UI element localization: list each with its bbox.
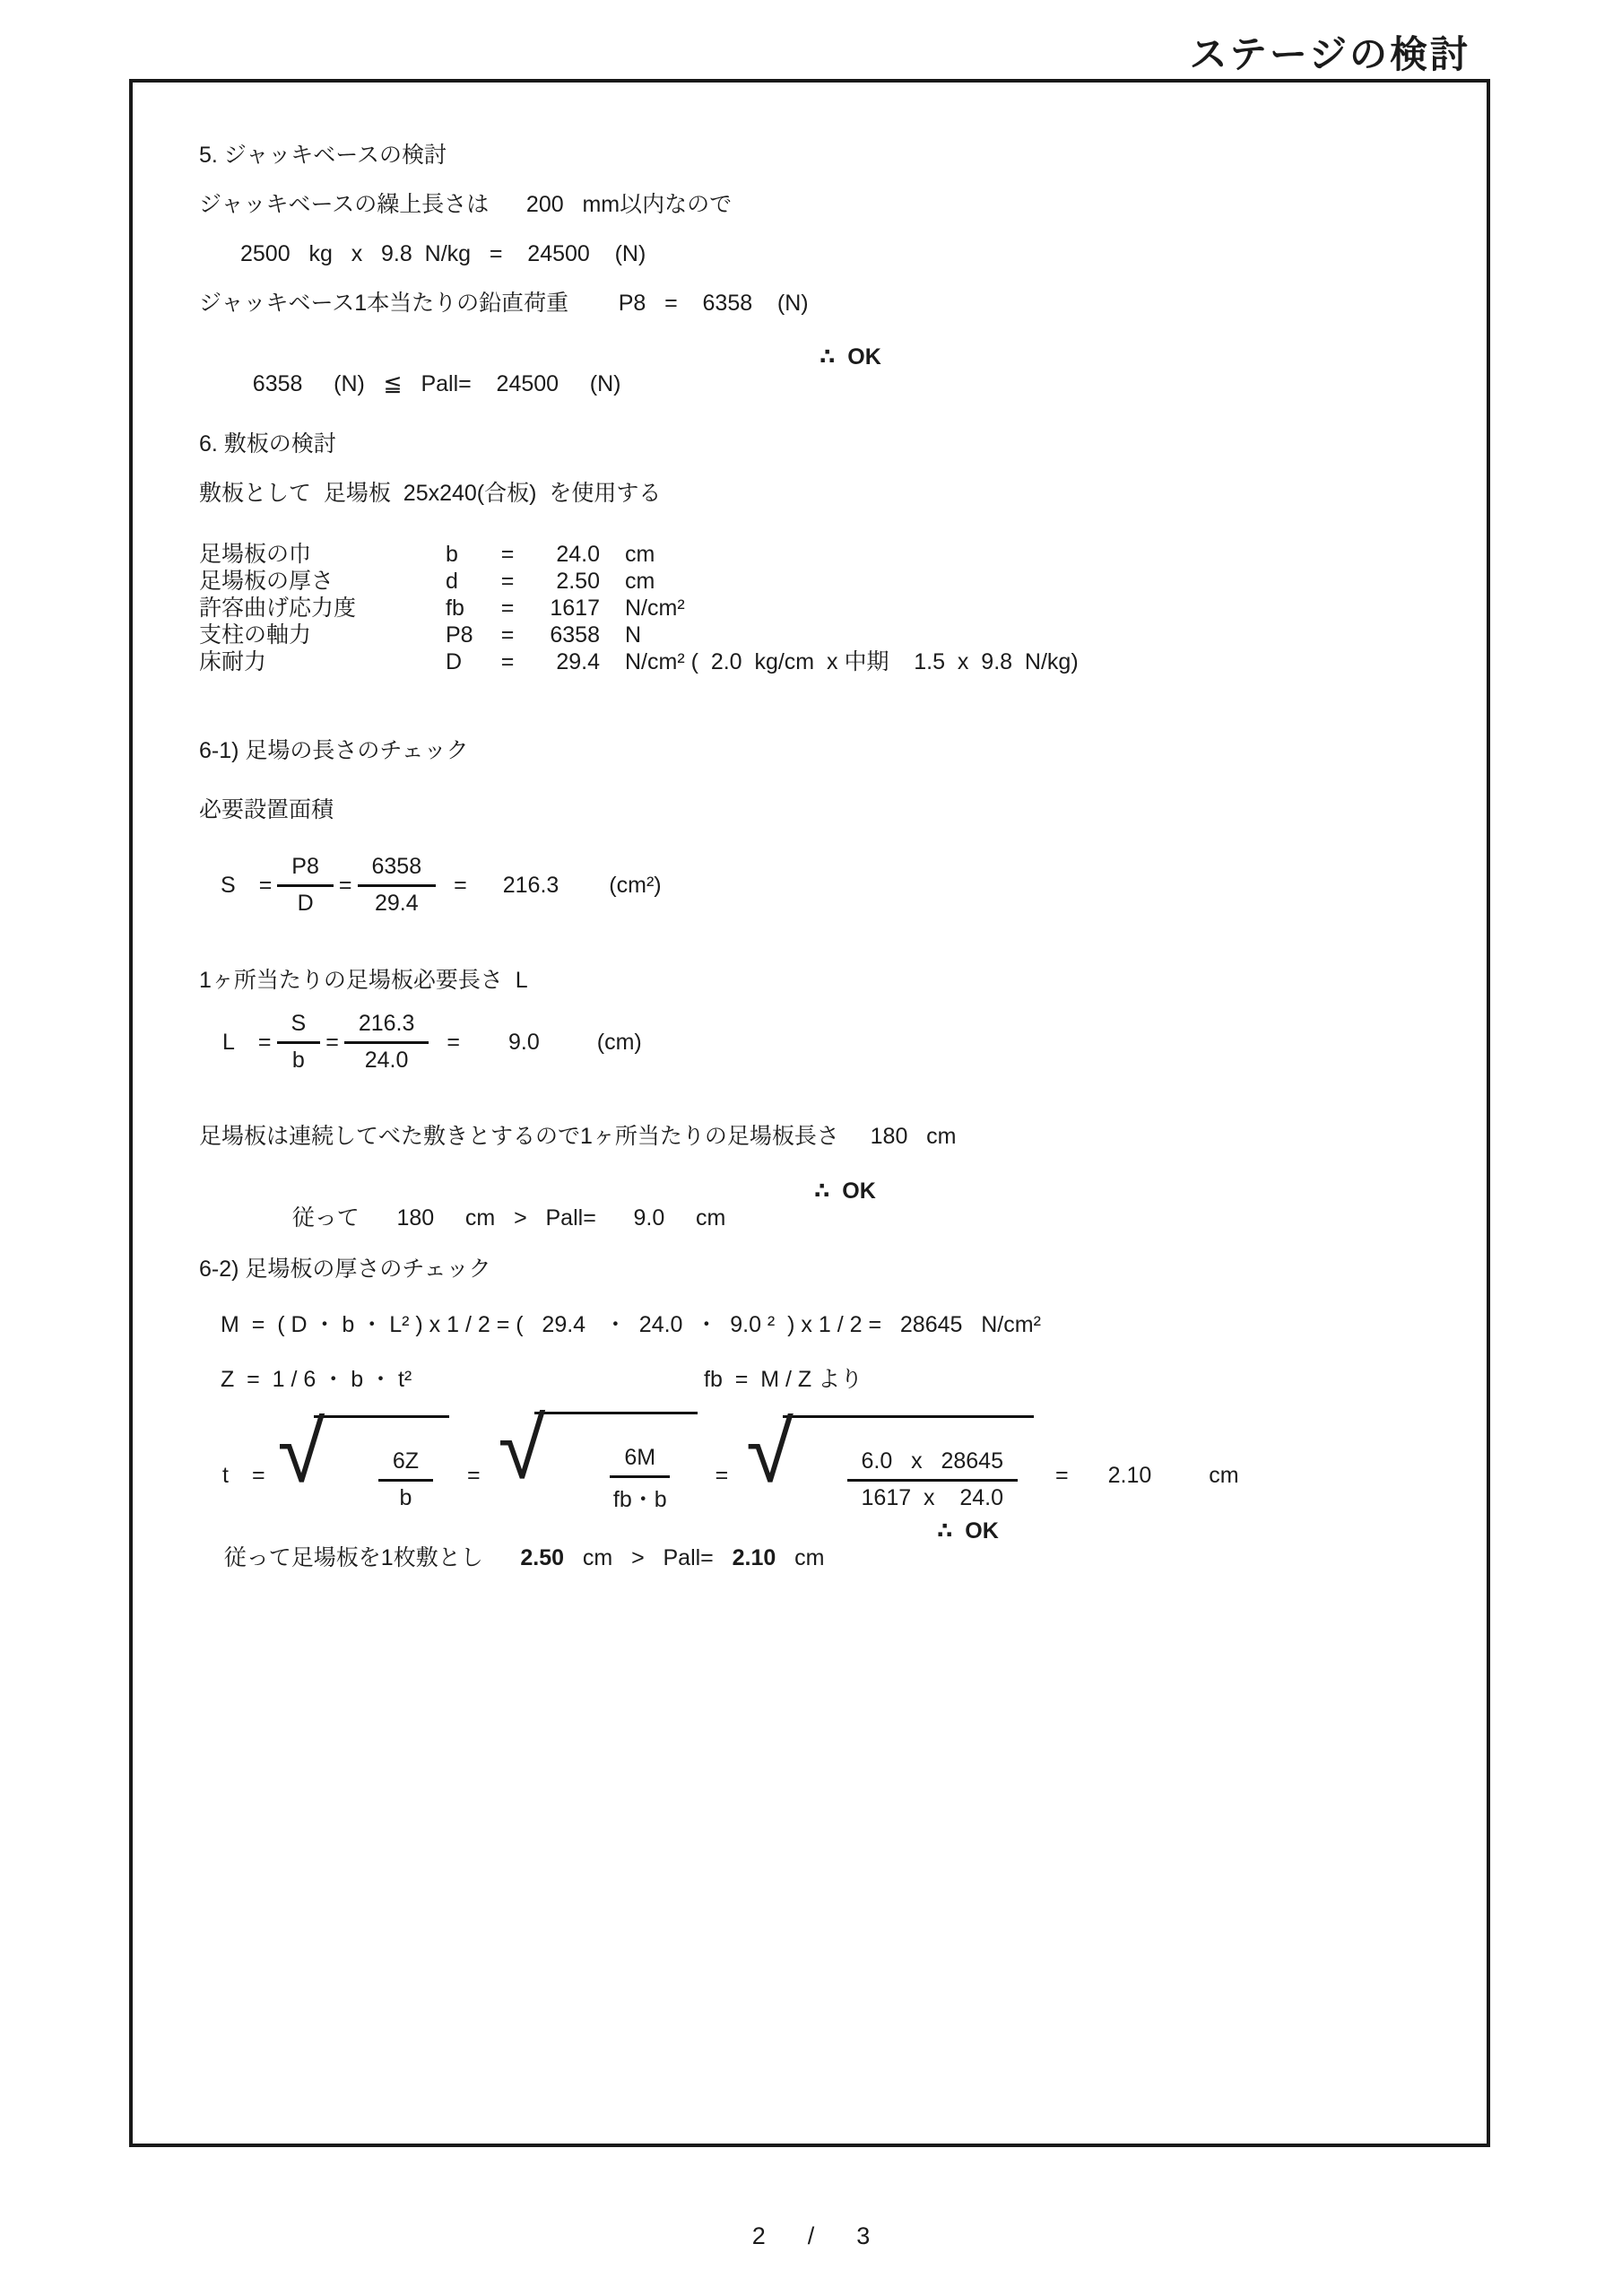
equals-sign: = [325,1029,339,1055]
section-6-2-heading: 6-2) 足場板の厚さのチェック [199,1257,491,1282]
equals-sign: = [467,1463,481,1488]
length-equation [222,1011,642,1074]
content-box [129,79,1490,2147]
fraction-denominator: fb・b [612,1487,667,1512]
fraction [847,1448,1018,1511]
equation-result: 216.3 [502,872,559,898]
equation-result: 9.0 [507,1029,540,1055]
equals-sign: = [338,872,352,898]
row-symbol: b [446,542,458,567]
section-6-heading: 6. 敷板の検討 [199,431,336,457]
row-equals: = [500,542,515,567]
row-label: 支柱の軸力 [199,622,312,648]
fraction-numerator: 6358 [358,854,437,887]
moment-equation: M = ( D ・ b ・ L² ) x 1 / 2 = ( 29.4 ・ 24.0 ・ 9.0 ² ) x 1 / 2 = 28645 N/cm² [221,1312,1041,1337]
equation-unit: cm [1209,1463,1239,1488]
fraction-denominator: D [297,891,314,916]
fraction [277,1011,321,1074]
equals-sign: = [251,1463,265,1488]
fraction-numerator: S [277,1011,321,1044]
row-unit: N/cm² ( 2.0 kg/cm x 中期 1.5 x 9.8 N/kg) [625,649,1079,674]
row-unit: cm [625,542,655,567]
row-symbol: P8 [446,622,473,648]
row-label: 足場板の厚さ [199,569,334,594]
fraction-numerator: 6M [610,1445,670,1478]
row-label: 許容曲げ応力度 [199,596,357,621]
row-label: 床耐力 [199,649,267,674]
page-number: 2 / 3 [751,2222,871,2249]
check-ok-conclusion: ∴ OK [820,344,881,370]
fraction [277,854,334,917]
board-length-label: 1ヶ所当たりの足場板必要長さ L [199,968,528,993]
required-area-label: 必要設置面積 [199,797,334,822]
fraction-numerator: P8 [277,854,334,887]
row-symbol: d [446,569,458,594]
radical-sign: √ [746,1404,794,1500]
equation-unit: (cm²) [609,872,662,898]
equals-sign: = [257,1029,272,1055]
thickness-check-mid: cm > Pall= [564,1545,733,1570]
equation-unit: (cm) [596,1029,642,1055]
row-equals: = [500,596,515,621]
base-plate-intro: 敷板として 足場板 25x240(合板) を使用する [199,481,662,506]
row-value: 6358 [550,622,600,648]
thickness-value-required: 2.10 [732,1545,776,1570]
spec-table [199,536,1079,674]
row-unit: N [625,622,642,648]
check-ok-conclusion: ∴ OK [814,1178,876,1204]
equals-sign: = [447,1029,460,1055]
section-5-heading: 5. ジャッキベースの検討 [199,143,447,168]
row-equals: = [500,649,515,674]
row-value: 24.0 [556,542,600,567]
equation-result: 2.10 [1107,1463,1152,1488]
table-row [199,536,1079,567]
row-unit: N/cm² [625,596,685,621]
jack-base-extension-note: ジャッキベースの繰上長さは 200 mm以内なので [199,192,733,217]
equals-sign: = [454,872,467,898]
fraction [344,1011,429,1074]
radical-sign: √ [277,1404,325,1500]
continuous-laying-note: 足場板は連続してべた敷きとするので1ヶ所当たりの足場板長さ 180 cm [199,1124,957,1149]
row-unit: cm [625,569,655,594]
equals-sign: = [715,1463,729,1488]
row-equals: = [500,622,515,648]
fraction [599,1445,681,1514]
equation-lhs: t [222,1463,229,1488]
row-symbol: fb [446,596,464,621]
equals-sign: = [258,872,273,898]
jack-base-check-line [228,344,1214,451]
thickness-value-provided: 2.50 [520,1545,565,1570]
thickness-check-suffix: cm [776,1545,825,1570]
section-modulus-equation: Z = 1 / 6 ・ b ・ t² [221,1367,412,1392]
fb-relation: fb = M / Z より [704,1367,863,1392]
fraction-denominator: 24.0 [364,1048,409,1073]
area-equation [221,854,662,917]
row-value: 29.4 [556,649,600,674]
fraction-denominator: b [291,1048,305,1073]
fraction-numerator: 6.0 x 28645 [847,1448,1018,1482]
thickness-check-prefix: 従って足場板を1枚敷とし [223,1545,521,1570]
equation-lhs: S [221,872,236,898]
jack-base-vertical-load: ジャッキベース1本当たりの鉛直荷重 P8 = 6358 (N) [199,291,809,316]
row-equals: = [500,569,515,594]
jack-base-check-text: 6358 (N) ≦ Pall= 24500 (N) [252,371,621,396]
fraction-denominator: 29.4 [374,891,419,916]
row-label: 足場板の巾 [199,542,312,567]
section-6-1-heading: 6-1) 足場の長さのチェック [199,738,469,763]
fraction-numerator: 216.3 [344,1011,429,1044]
fraction [358,854,437,917]
page-title: ステージの検討 [1189,33,1470,75]
fraction-denominator: 1617 x 24.0 [861,1484,1003,1510]
fraction-numerator: 6Z [378,1448,433,1482]
radical-sign: √ [498,1401,546,1497]
fraction-denominator: b [399,1484,412,1510]
table-row [199,644,1079,674]
row-value: 2.50 [556,569,600,594]
row-symbol: D [446,649,463,674]
row-value: 1617 [550,596,600,621]
length-check-text: 従って 180 cm > Pall= 9.0 cm [291,1205,726,1231]
equals-sign: = [1054,1463,1069,1488]
check-ok-conclusion: ∴ OK [937,1518,999,1544]
jack-base-load-calc: 2500 kg x 9.8 N/kg = 24500 (N) [240,241,646,266]
thickness-check-line [199,1518,1275,1625]
equation-lhs: L [222,1029,235,1055]
fraction [378,1448,433,1511]
